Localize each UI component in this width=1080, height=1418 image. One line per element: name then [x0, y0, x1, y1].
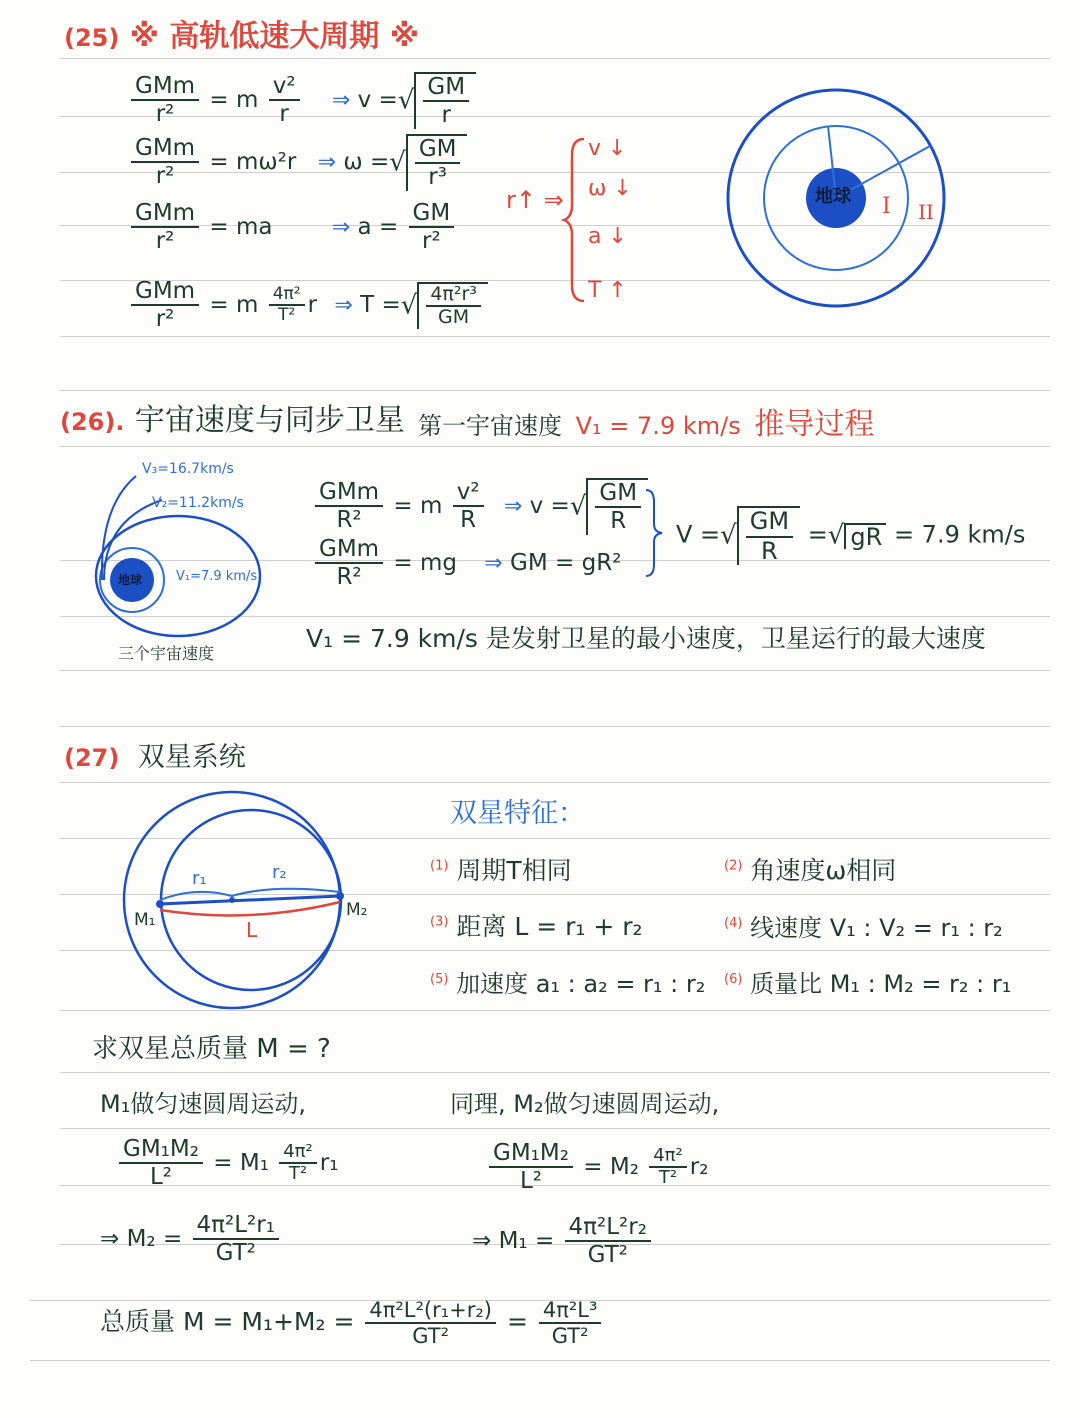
section-25-title [64, 19, 420, 54]
section-25-number: (25) [64, 24, 120, 52]
total-mass-question: 求双星总质量 M = ? [92, 1034, 331, 1064]
brace-item-a: a ↓ [588, 224, 627, 249]
brace-lead: r↑ ⇒ [506, 186, 564, 214]
equation-gravity: $\frac{\text{GMm}}{\text{R²}}$ = mg ⇒ GM = gR² [312, 536, 621, 591]
m2-motion-intro: 同理, M₂做匀速圆周运动, [450, 1090, 720, 1118]
asterisk-mark-right: ※ [389, 19, 420, 54]
section-26-heading: 宇宙速度与同步卫星 [134, 403, 405, 438]
v3-label: V₃=16.7km/s [142, 461, 234, 477]
equation-angular-velocity: $\frac{\text{GMm}}{\text{r²}}$ = mω²r ⇒ ω =√ $\frac{GM}{\text{r³}}$ [128, 134, 467, 191]
first-cosmic-result: V =√ $\frac{GM}{R}$ =√ gR = 7.9 km/s [676, 507, 1026, 565]
asterisk-mark-left: ※ [129, 19, 159, 54]
feature-3: $^{(3)}$ 距离 L = r₁ + r₂ [430, 912, 643, 941]
equation-velocity: $\frac{\text{GMm}}{\text{r²}}$ = m $\frac{\text{v²}}{r}$ ⇒ v =√ $\frac{GM}{r}$ [128, 72, 476, 129]
implies-arrow: ⇒ [334, 292, 353, 318]
brace-item-omega: ω ↓ [588, 176, 632, 201]
feature-6: $^{(6)}$ 质量比 M₁ : M₂ = r₂ : r₁ [724, 970, 1012, 998]
m2-force-equation: $\frac{\text{GM₁M₂}}{\text{L²}}$ = M₂ $\frac{\text{4π²}}{\text{T²}}$ r₂ [486, 1140, 708, 1195]
feature-2: $^{(2)}$ 角速度ω相同 [724, 856, 897, 885]
feature-4: $^{(4)}$ 线速度 V₁ : V₂ = r₁ : r₂ [724, 914, 1003, 942]
earth-label-small: 地球 [118, 573, 143, 587]
first-cosmic-statement: V₁ = 7.9 km/s 是发射卫星的最小速度，卫星运行的最大速度 [306, 624, 986, 653]
m1-motion-intro: M₁做匀速圆周运动, [100, 1090, 306, 1118]
binary-star-diagram [124, 790, 364, 1020]
implies-arrow: ⇒ [331, 87, 351, 113]
total-mass-equation: 总质量 M = M₁+M₂ = $\frac{\text{4π²L²(r₁+r₂)}}{\text{GT²}}$ = $\frac{\text{4π²L³}}{\text{GT²}}$ [100, 1298, 604, 1348]
orbit-label-1: I [882, 194, 891, 219]
features-title: 双星特征： [450, 798, 585, 829]
m1-result: ⇒ M₁ = $\frac{\text{4π²L²r₂}}{\text{GT²}}$ [472, 1214, 654, 1269]
m2-label: M₂ [346, 900, 368, 920]
section-25-heading: 高轨低速大周期 [169, 19, 380, 54]
section-26-number: (26). [60, 408, 125, 436]
implies-arrow: ⇒ [331, 214, 351, 240]
section-27-number: (27) [64, 744, 120, 772]
section-27-heading: 双星系统 [137, 742, 246, 773]
section-26-subtitle: 第一宇宙速度 V₁ = 7.9 km/s 推导过程 [418, 407, 875, 442]
section-26-title [60, 403, 405, 438]
v1-label: V₁=7.9 km/s [176, 569, 258, 584]
section-27-title [64, 742, 246, 772]
r1-label: r₁ [192, 868, 207, 889]
implies-arrow: ⇒ [317, 149, 337, 175]
m1-label: M₁ [134, 910, 156, 930]
brace-item-T: T ↑ [588, 278, 627, 303]
m1-force-equation: $\frac{\text{GM₁M₂}}{\text{L²}}$ = M₁ $\frac{\text{4π²}}{\text{T²}}$ r₁ [116, 1136, 338, 1191]
orbit-label-2: II [918, 200, 934, 224]
r2-label: r₂ [272, 862, 287, 883]
right-brace-icon [644, 488, 664, 578]
v2-label: V₂=11.2km/s [152, 495, 244, 511]
feature-5: $^{(5)}$ 加速度 a₁ : a₂ = r₁ : r₂ [430, 970, 706, 998]
feature-1: $^{(1)}$ 周期T相同 [430, 856, 572, 885]
diagram-caption: 三个宇宙速度 [118, 644, 215, 663]
m2-result: ⇒ M₂ = $\frac{\text{4π²L²r₁}}{\text{GT²}}$ [100, 1212, 282, 1267]
equation-first-cosmic: $\frac{\text{GMm}}{\text{R²}}$ = m $\frac{\text{v²}}{R}$ ⇒ v =√ $\frac{GM}{R}$ [312, 478, 648, 535]
equation-period: $\frac{\text{GMm}}{\text{r²}}$ = m $\frac{\text{4π²}}{\text{T²}}$ r ⇒ T =√ $\frac{\text{4π²r³}}{GM}$ [128, 278, 488, 333]
earth-label: 地球 [815, 186, 851, 207]
equation-acceleration: $\frac{\text{GMm}}{\text{r²}}$ = ma ⇒ a = $\frac{GM}{\text{r²}}$ [128, 200, 457, 255]
brace-item-v: v ↓ [588, 136, 627, 161]
distance-L-label: L [246, 918, 258, 942]
